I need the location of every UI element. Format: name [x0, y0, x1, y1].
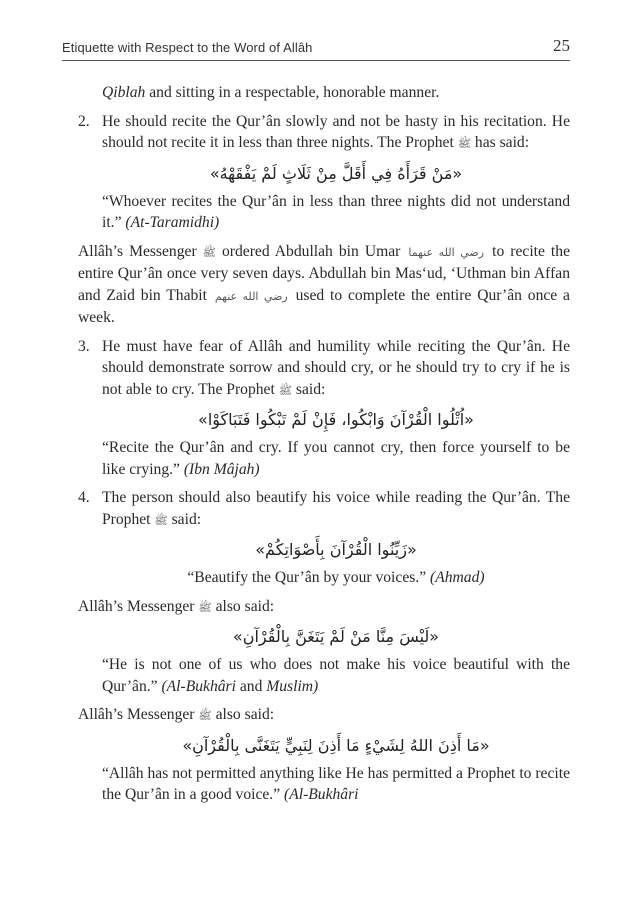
- item-number: 3.: [78, 337, 90, 355]
- header-title: Etiquette with Respect to the Word of Allâh: [62, 40, 313, 55]
- hadith-arabic: «اُتْلُوا الْقُرْآنَ وَابْكُوا، فَإِنْ لَمْ تَبْكُوا فَتَبَاكَوْا»: [198, 410, 474, 429]
- hadith-translation: “Allâh has not permitted anything like He has permitted a Prophet to recite the Qur’ân in a good voice.” (Al-Bukhâri: [102, 764, 570, 803]
- hadith-translation: “Beautify the Qur’ân by your voices.” (Ahmad): [187, 569, 485, 586]
- honorific: رضي الله عنهم: [214, 289, 288, 303]
- hadith-translation: “Whoever recites the Qur’ân in less than three nights did not understand it.” (At-Taramidhi): [102, 192, 570, 231]
- hadith-arabic: «زَيِّنُوا الْقُرْآنَ بِأَصْوَاتِكُمْ»: [255, 540, 417, 559]
- salutation-icon: ﷺ: [198, 709, 212, 722]
- hadith-translation: “He is not one of us who does not make his voice beautiful with the Qur’ân.” (Al-Bukhâri and Muslim): [102, 656, 570, 695]
- continuation-paragraph: Qiblah and sitting in a respectable, honorable manner.: [102, 84, 440, 101]
- item-text: He should recite the Qur’ân slowly and not be hasty in his recitation. He should not recite it in less than three nights. The Prophet ﷺ has said:: [102, 112, 570, 151]
- hadith-arabic: «لَيْسَ مِنَّا مَنْ لَمْ يَتَغَنَّ بِالْقُرْآنِ»: [232, 627, 440, 646]
- paragraph-messenger-also-said-2: Allâh’s Messenger ﷺ also said:: [78, 706, 275, 723]
- salutation-icon: ﷺ: [198, 600, 212, 614]
- paragraph-messenger-ordered: Allâh’s Messenger ﷺ ordered Abdullah bin Umar رضي الله عنهما to recite the entire Qur’ân once very seven days. Abdullah bin Mas‘ud, ‘Uthman bin Affan and Zaid bin Thabit رضي الله عنهم used to complete the entire Qur’ân once a week.: [78, 242, 570, 326]
- hadith-translation: “Recite the Qur’ân and cry. If you cannot cry, then force yourself to be like crying.” (Ibn Mâjah): [102, 439, 570, 478]
- item-number: 4.: [78, 489, 90, 506]
- item-text: The person should also beautify his voice while reading the Qur’ân. The Prophet ﷺ said:: [102, 489, 570, 528]
- item-text: He must have fear of Allâh and humility while reciting the Qur’ân. He should demonstrate sorrow and should cry, or he should try to cry if he is not able to cry. The Prophet ﷺ said:: [102, 337, 570, 398]
- salutation-icon: ﷺ: [457, 137, 472, 150]
- hadith-arabic: «مَا أَذِنَ اللهُ لِشَيْءٍ مَا أَذِنَ لِنَبِيٍّ يَتَغَنَّى بِالْقُرْآنِ»: [182, 735, 490, 755]
- salutation-icon: ﷺ: [278, 383, 292, 397]
- item-number: 2.: [78, 112, 90, 130]
- honorific: رضي الله عنهما: [408, 245, 485, 259]
- running-header: [62, 38, 570, 61]
- salutation-icon: ﷺ: [154, 513, 168, 527]
- page-body: [78, 82, 570, 806]
- list-item-3: [78, 336, 570, 481]
- hadith-arabic: «مَنْ قَرَأَهُ فِي أَقَلَّ مِنْ ثَلَاثٍ لَمْ يَفْقَهْهُ»: [209, 163, 463, 183]
- list-item-2: [78, 111, 570, 234]
- page-number: 25: [553, 36, 570, 55]
- paragraph-messenger-also-said: Allâh’s Messenger ﷺ also said:: [78, 597, 275, 615]
- list-item-4: [78, 487, 570, 589]
- salutation-icon: ﷺ: [202, 245, 216, 259]
